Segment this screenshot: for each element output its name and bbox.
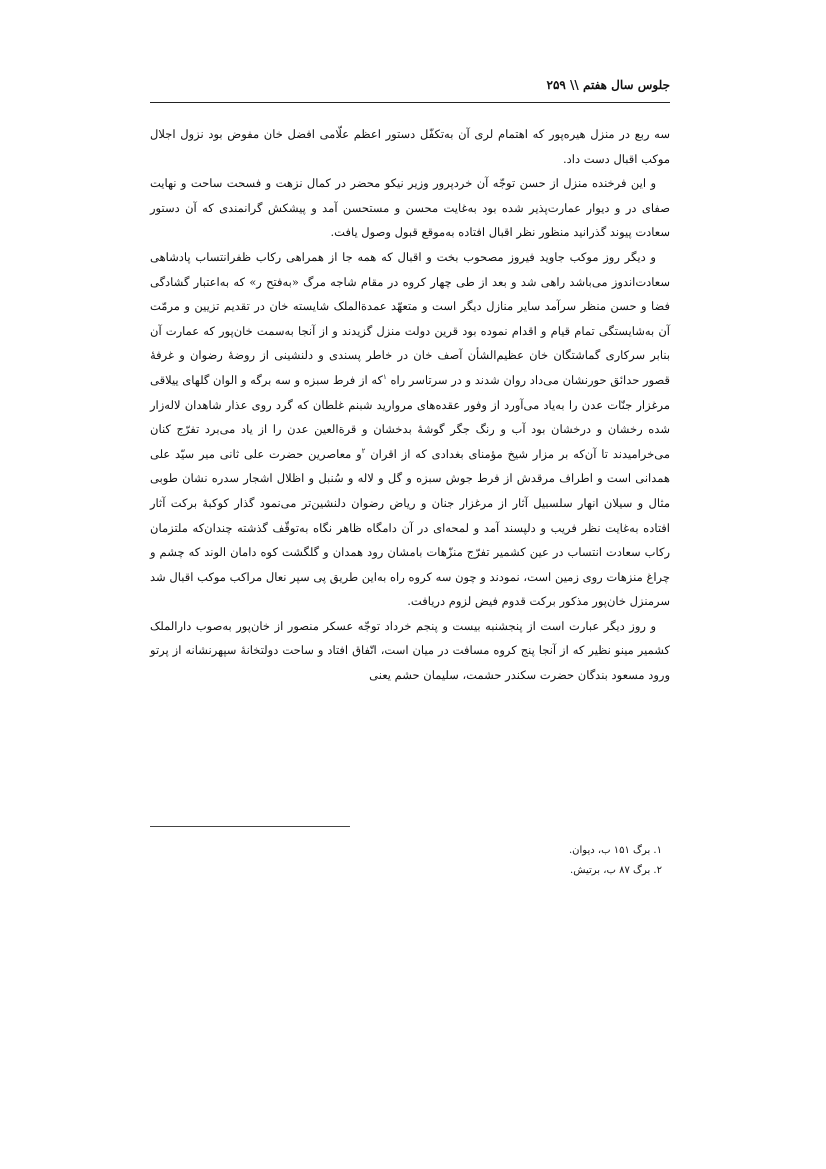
footnote-divider [150,826,350,827]
body-text [150,122,670,688]
paragraph-4: و روز دیگر عبارت است از پنجشنبه بیست و پنجم خرداد توجّه عسکر منصور از خان‌پور به‌صوب دارالملک کشمیر مینو نظیر که از آنجا پنج کروه مسافت در میان است، اتّفاق افتاد و ساحت دولتخانهٔ سپهرنشانه از پرتو ورود مسعود بندگان حضرت سکندر حشمت، سلیمان حشم یعنی [150,618,670,683]
footnote-mark-1[interactable]: ۱ [383,373,387,382]
paragraph-3 [150,245,670,614]
paragraph-3-part-b: که از فرط سبزه و سه برگه و الوان گلهای ییلاقی مرغزار جنّات عدن را به‌یاد می‌آورد از وفور عقده‌های مروارید شبنم غلطان که گرد روی عذار شاهدان لاله‌زار شده رخشان و درخشان بود آب و رنگ جگر گوشهٔ بدخشان و قرة‌العین عدن را از یاد می‌برد تفرّج کنان می‌خرامیدند تا آن‌که بر مزار شیخ مؤمنای بغدادی که از اقران [150,372,670,461]
paragraph-3-part-a: و دیگر روز موکب جاوید فیروز مصحوب بخت و اقبال که همه جا از همراهی رکاب ظفرانتساب پادشاهی سعادت‌اندوز می‌باشد راهی شد و بعد از طی چهار کروه در مقام شاجه مرگ «به‌فتح ر» که به‌اعتبار گشادگی فضا و حسن منظر سرآمد سایر منازل دیگر است و متعهّد عمدة‌الملک شایسته خان در تقدیم تزیین و مرمّت آن به‌شایستگی تمام قیام و اقدام نموده بود قرین دولت منزل گزیدند و از آنجا به‌سمت خان‌پور که عمارت آن بنابر سرکاری گماشتگان خان عظیم‌الشأن آصف خان در خاطر پسندی و دلنشینی از روضهٔ رضوان و غرفهٔ قصور حدائق حورنشان می‌داد روان شدند و در سرتاسر راه [150,249,671,387]
running-head: جلوس سال هفتم \\ ۲۵۹ [546,78,670,92]
paragraph-1: سه ربع در منزل هیره‌پور که اهتمام لری آن به‌تکفّل دستور اعظم علّامی افضل خان مفوض بود نزول اجلال موکب اقبال دست داد. [150,127,670,166]
paragraph-3-part-c: و معاصرین حضرت علی ثانی میر سیّد علی همدانی است و اطراف مرقدش از فرط جوش سبزه و گل و لاله و سُنبل و اظلال اشجار سدره نشان طوبی مثال و سیلان انهار سلسبیل آثار از مرغزار جنان و ریاض رضوان دلنشین‌تر می‌نمود گذار کوکبهٔ برکت آثار افتاده به‌غایت نظر فریب و دلپسند آمد و لمحه‌ای در آن دامگاه ظاهر نگاه به‌توقّف گذشته چندان‌که ملتزمان رکاب سعادت انتساب در عین کشمیر تفرّج منزّهات بامشان رود همدان و گلگشت کوه دامان الوند که چشم و چراغ منزهات روی زمین است، نمودند و چون سه کروه راه به‌این طریق پی سپر نعال مراکب موکب اقبال شد سرمنزل خان‌پور مذکور برکت قدوم فیض لزوم دریافت. [150,446,670,609]
footnote-2: ۲. برگ ۸۷ ب، برتیش. [570,865,662,876]
footnote-1: ۱. برگ ۱۵۱ ب، دیوان. [569,845,662,856]
footnote-mark-2[interactable]: ۲ [361,446,366,455]
footnotes [262,841,662,881]
book-page [150,0,670,1169]
paragraph-2: و این فرخنده منزل از حسن توجّه آن خردپرور وزیر نیکو محضر در کمال نزهت و فسحت ساحت و نهایت صفای در و دیوار عمارت‌پذیر شده بود به‌غایت محسن و مستحسن آمد و پیشکش گرانمندی که آن دستور سعادت پیوند گذرانید منظور نظر اقبال افتاده به‌موقع قبول وصول یافت. [150,176,670,240]
page-header [150,74,670,103]
